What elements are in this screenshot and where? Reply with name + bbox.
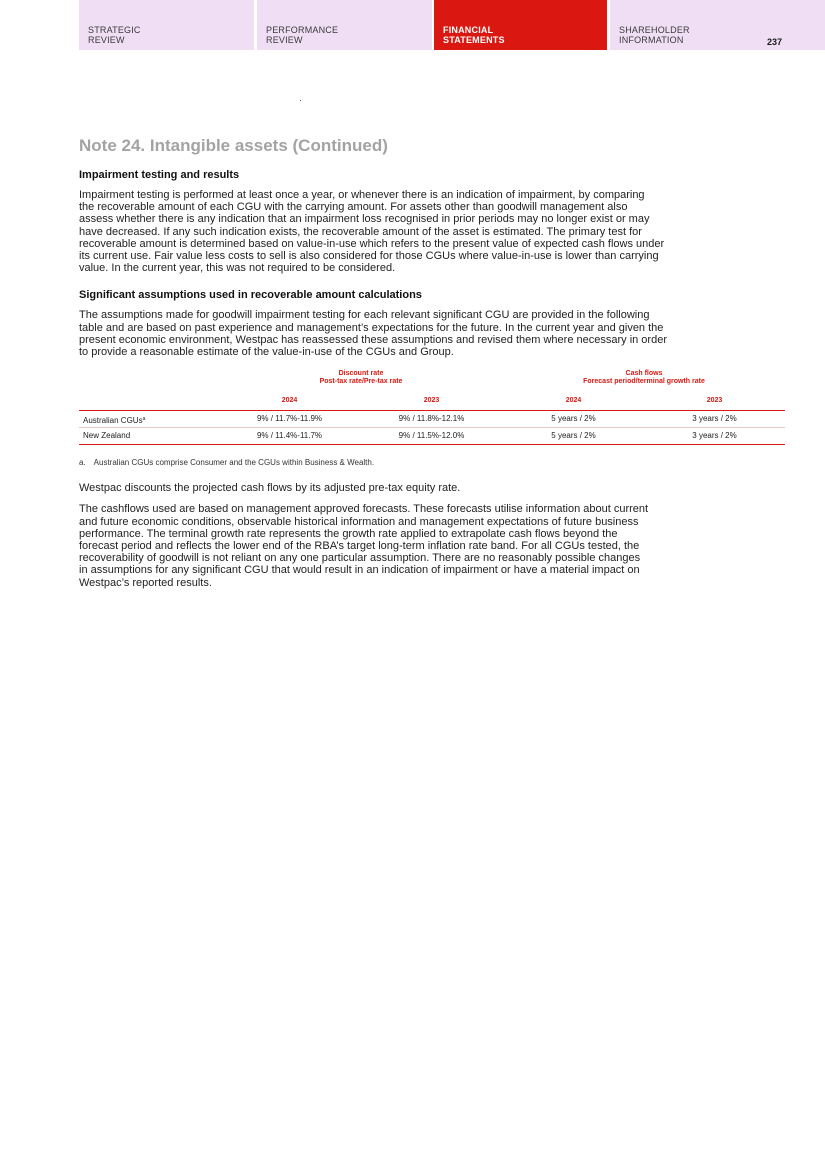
text-line: recoverability of goodwill is not reliant on any one particular assumption. There are no reasonably possible changes [79,552,641,565]
tab-performance-review[interactable] [257,0,432,50]
text-line: recoverable amount is determined based on value-in-use which refers to the present value of expected cash flows under [79,237,665,250]
table-row [79,411,785,427]
text-line: Impairment testing is performed at least once a year, or whenever there is an indication of impairment, by comparing [79,189,645,201]
text-line: The cashflows used are based on management approved forecasts. These forecasts utilise information about current [79,503,649,516]
table-cell: 3 years / 2% [692,414,737,424]
paragraph-discount: Westpac discounts the projected cash flows by its adjusted pre-tax equity rate. [79,482,461,495]
text-line: forecast period and reflects the lower end of the RBA’s target long-term inflation rate band. For all CGUs tested, the [79,540,640,553]
footnote-marker: a. [79,458,86,468]
section-heading-impairment: Impairment testing and results [79,169,240,181]
table-footnote [79,458,784,468]
paragraph-assumptions [79,309,784,358]
column-header-year: 2024 [281,397,298,405]
tab-label-line1: FINANCIAL [443,25,494,35]
section-heading-assumptions: Significant assumptions used in recoverable amount calculations [79,289,422,302]
row-label-text: Australian CGUs [83,416,143,426]
table-cell: 9% / 11.4%-11.7% [256,431,323,441]
header-group-title: Discount rate [338,370,384,378]
tab-financial-statements[interactable] [434,0,607,50]
footnote-ref: a [142,416,146,423]
text-line: to provide a reasonable estimate of the value-in-use of the CGUs and Group. [79,346,454,359]
text-line: performance. The terminal growth rate represents the growth rate applied to extrapolate cash flows beyond the [79,527,618,540]
tab-label-line2: REVIEW [266,35,303,45]
table-cell: 9% / 11.8%-12.1% [398,414,465,424]
column-header-year: 2023 [423,397,440,405]
table-cell: 3 years / 2% [692,431,737,441]
footnote-text: Australian CGUs comprise Consumer and the CGUs within Business & Wealth. [93,458,375,468]
header-group-title: Cash flows [625,370,663,378]
assumptions-table [79,370,785,445]
stray-dot [300,100,301,101]
header-group-subtitle: Post-tax rate/Pre-tax rate [319,378,403,386]
text-line: and future economic conditions, observable historical information and management expectations of future business [79,515,639,528]
tab-label-line1: PERFORMANCE [266,25,339,35]
tab-label-line2: REVIEW [88,35,125,45]
text-line: in assumptions for any significant CGU that would result in an indication of impairment or have a material impact on [79,564,640,577]
paragraph-impairment [79,189,784,274]
text-line: assess whether there is any indication that an impairment loss recognised in prior periods may no longer exist or may [79,213,650,226]
table-bottom-rule [79,444,785,445]
row-label: New Zealand [83,431,131,441]
page-number: 237 [767,37,783,47]
table-cell: 9% / 11.5%-12.0% [398,431,465,441]
table-cell: 5 years / 2% [551,431,596,441]
tab-label-line1: SHAREHOLDER [619,25,690,35]
column-header-year: 2023 [706,397,723,405]
tab-label-line2: INFORMATION [619,35,684,45]
text-line: value. In the current year, this was not required to be considered. [79,262,396,275]
row-label [83,411,145,429]
section-nav [79,0,825,50]
header-group-cash-flows [503,370,785,386]
text-line: table and are based on past experience and management’s expectations for the future. In the current year and given the [79,321,664,334]
text-line: the recoverable amount of each CGU with the carrying amount. For assets other than goodwill management also [79,201,628,214]
paragraph-cashflows [79,503,784,588]
table-row [79,428,785,444]
header-group-subtitle: Forecast period/terminal growth rate [583,378,705,386]
text-line: Westpac’s reported results. [79,576,212,589]
table-header [79,370,785,410]
header-group-discount-rate [219,370,503,386]
text-line: present economic environment, Westpac has reassessed these assumptions and revised them where necessary in order [79,333,667,346]
text-line: its current use. Fair value less costs to sell is also considered for those CGUs where value-in-use is lower than carrying [79,250,659,263]
page-content [79,136,784,598]
page-title: Note 24. Intangible assets (Continued) [79,136,388,155]
tab-label-line2: STATEMENTS [443,35,505,45]
table-cell: 5 years / 2% [551,414,596,424]
text-line: have decreased. If any such indication exists, the recoverable amount of the asset is estimated. The primary test for [79,225,642,238]
tab-label-line1: STRATEGIC [88,25,141,35]
tab-strategic-review[interactable] [79,0,254,50]
table-cell: 9% / 11.7%-11.9% [256,414,323,424]
text-line: The assumptions made for goodwill impairment testing for each relevant significant CGU are provided in the following [79,309,650,322]
column-header-year: 2024 [565,397,582,405]
tab-shareholder-information[interactable] [610,0,825,50]
